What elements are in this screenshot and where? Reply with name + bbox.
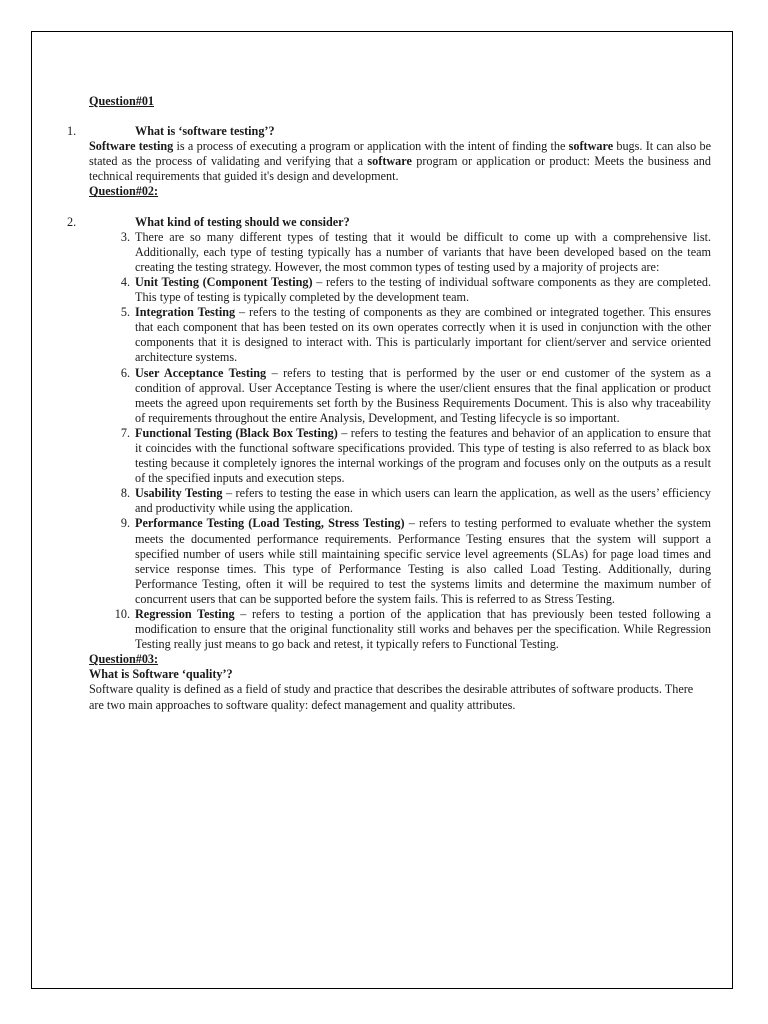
list-item <box>120 486 711 516</box>
list-item-text: – refers to testing that is performed by the user or end customer of the system as a condition of approval. User Acceptance Testing is where the user/client ensures that the final application or product meets the agreed upon requirements set forth by the Business Requirements Document. This is also why traceability of requirements throughout the entire Analysis, Development, and Testing lifecycle is so important. <box>135 365 711 425</box>
list-item <box>120 229 711 275</box>
document-page <box>31 31 733 989</box>
question-02-title: What kind of testing should we consider? <box>135 214 350 229</box>
list-item-number: 5. <box>120 305 130 320</box>
term-software: software <box>568 139 614 154</box>
list-item-term: Performance Testing (Load Testing, Stress Testing) <box>135 516 405 531</box>
document-body <box>67 94 712 713</box>
list-item-text: – refers to testing performed to evaluate whether the system meets the documented performance requirements. Performance Testing ensures that the system will support a specified number of users while still maintaining specific service level agreements (SLAs) for page load times and service response times. This type of Performance Testing is also called Load Testing. Additionally, during Performance Testing, often it will be required to test the systems limits and determine the maximum number of concurrent users that can be supported before the system fails. This is referred to as Stress Testing. <box>135 516 711 606</box>
list-item-number: 6. <box>120 365 130 380</box>
list-item <box>120 516 711 607</box>
list-item-term: User Acceptance Testing <box>135 365 267 380</box>
list-item-term: Regression Testing <box>135 607 235 621</box>
question-02-title-row <box>67 214 711 230</box>
list-item-number: 7. <box>120 425 130 440</box>
question-02-number: 2. <box>67 214 77 229</box>
list-item-term: Functional Testing (Black Box Testing) <box>135 425 338 440</box>
list-item <box>120 425 712 486</box>
answer-text-2: bugs. It can also be stated as the process of validating and verifying that a <box>89 139 711 169</box>
list-item-term: Integration Testing <box>135 305 236 320</box>
question-03-answer: Software quality is defined as a field of study and practice that describes the desirable attributes of software products. There are two main approaches to software quality: defect management and quality attributes. <box>89 682 694 712</box>
list-item-text: – refers to testing the features and behavior of an application to ensure that it coincides with the functional software specifications provided. This type of testing is also referred to as black box testing because it completely ignores the internal workings of the program and focuses only on the outputs as a result of the specified inputs and execution steps. <box>135 425 712 486</box>
list-item <box>120 274 711 305</box>
question-01-answer <box>89 139 711 184</box>
list-item <box>114 607 712 652</box>
question-02-heading: Question#02: <box>89 184 159 199</box>
question-03-title: What is Software ‘quality’? <box>89 667 233 682</box>
list-item-text: – refers to testing a portion of the application that has previously been tested following a modification to ensure that the original functionality still works and behaves per the specification. While Regression Testing really just means to go back and retest, it typically refers to Functional Testing. <box>135 607 712 652</box>
list-item-text: There are so many different types of testing that it would be difficult to come up with a comprehensive list. Additionally, each type of testing typically has a number of variants that have been developed based on the team creating the testing strategy. However, the most common types of testing used by a majority of projects are: <box>135 229 711 274</box>
list-item <box>120 365 711 426</box>
list-item-number: 10. <box>114 607 130 621</box>
question-01-title: What is ‘software testing’? <box>135 124 275 139</box>
list-item-number: 8. <box>120 486 130 501</box>
question-01-heading: Question#01 <box>89 94 155 108</box>
list-item <box>120 305 711 365</box>
testing-types-list <box>114 229 712 653</box>
term-software-2: software <box>367 154 412 169</box>
question-01-title-row <box>67 124 711 139</box>
term-software-testing: Software testing <box>89 139 174 154</box>
answer-text-1: is a process of executing a program or application with the intent of finding the <box>173 139 569 154</box>
question-01-number: 1. <box>67 124 77 139</box>
list-item-number: 4. <box>120 274 130 289</box>
list-item-number: 9. <box>120 516 130 531</box>
list-item-text: – refers to testing the ease in which users can learn the application, as well as the users’ efficiency and productivity while using the application. <box>135 486 711 516</box>
list-item-number: 3. <box>120 229 130 244</box>
answer-text-3: program or application or product: Meets the business and technical requirements that guided it's design and development. <box>89 154 711 184</box>
list-item-term: Usability Testing <box>135 486 223 501</box>
list-item-text: – refers to the testing of components as they are combined or integrated together. This ensures that each component that has been tested on its own operates correctly when it is used in conjunction with the other components that it is designed to interact with. This is particularly important for client/server and service oriented architecture systems. <box>135 305 711 365</box>
list-item-text: – refers to the testing of individual software components as they are completed. This type of testing is typically completed by the development team. <box>135 274 711 305</box>
question-03-heading: Question#03: <box>89 652 159 667</box>
list-item-term: Unit Testing (Component Testing) <box>135 274 313 289</box>
